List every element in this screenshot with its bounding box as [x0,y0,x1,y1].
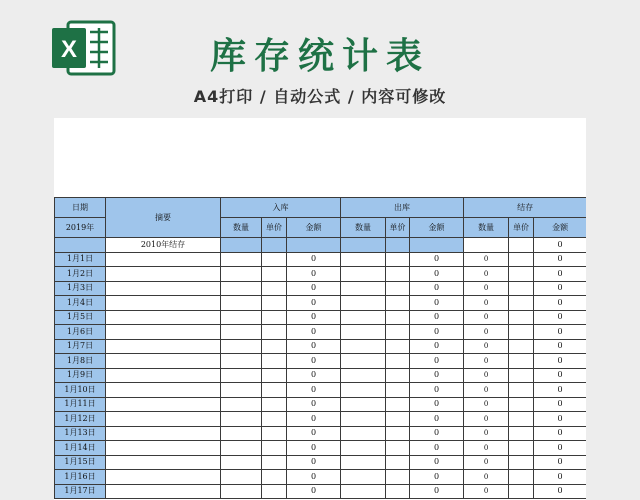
date-cell[interactable]: 1月4日 [55,296,106,311]
in-qty-cell[interactable] [221,354,262,369]
table-cell[interactable] [509,238,534,253]
out-qty-cell[interactable] [341,455,386,470]
out-amount-cell[interactable]: 0 [410,296,464,311]
in-qty-cell[interactable] [221,383,262,398]
out-amount-cell[interactable]: 0 [410,368,464,383]
out-qty-cell[interactable] [341,267,386,282]
bal-amount-cell[interactable]: 0 [534,484,586,499]
out-qty-cell[interactable] [341,252,386,267]
in-price-cell[interactable] [262,455,287,470]
bal-amount-cell[interactable]: 0 [534,397,586,412]
bal-price-cell[interactable] [509,354,534,369]
table-row [55,470,587,485]
summary-cell[interactable] [106,252,221,267]
bal-price-cell[interactable] [509,267,534,282]
bal-amount-cell[interactable]: 0 [534,383,586,398]
bal-price-cell[interactable] [509,252,534,267]
out-qty-cell[interactable] [341,339,386,354]
in-qty-cell[interactable] [221,325,262,340]
summary-cell[interactable] [106,267,221,282]
out-price-cell[interactable] [386,267,410,282]
out-price-cell[interactable] [386,368,410,383]
bal-amount-cell[interactable]: 0 [534,368,586,383]
summary-cell[interactable] [106,354,221,369]
out-price-cell[interactable] [386,310,410,325]
out-qty-header: 数量 [341,218,386,238]
bal-amount-header: 金额 [534,218,586,238]
out-amount-cell[interactable]: 0 [410,310,464,325]
stock-out-header: 出库 [341,198,464,218]
date-cell[interactable]: 1月12日 [55,412,106,427]
in-qty-cell[interactable] [221,412,262,427]
in-price-cell[interactable] [262,325,287,340]
bal-qty-cell[interactable]: 0 [464,325,509,340]
bal-qty-cell[interactable]: 0 [464,397,509,412]
summary-cell[interactable] [106,484,221,499]
balance-header: 结存 [464,198,586,218]
table-row [55,383,587,398]
in-qty-cell[interactable] [221,397,262,412]
out-price-cell[interactable] [386,354,410,369]
in-amount-header: 金额 [287,218,341,238]
in-qty-cell[interactable] [221,368,262,383]
bal-amount-cell[interactable]: 0 [534,455,586,470]
bal-qty-header: 数量 [464,218,509,238]
out-amount-cell[interactable]: 0 [410,484,464,499]
out-qty-cell[interactable] [341,383,386,398]
in-price-header: 单价 [262,218,287,238]
summary-cell[interactable] [106,281,221,296]
bal-amount-cell[interactable]: 0 [534,441,586,456]
bal-price-cell[interactable] [509,470,534,485]
out-qty-cell[interactable] [341,310,386,325]
summary-cell[interactable] [106,470,221,485]
out-qty-cell[interactable] [341,296,386,311]
date-cell[interactable]: 1月16日 [55,470,106,485]
in-amount-cell[interactable]: 0 [287,252,341,267]
table-row [55,397,587,412]
bal-qty-cell[interactable]: 0 [464,267,509,282]
in-price-cell[interactable] [262,267,287,282]
table-row [55,296,587,311]
in-qty-cell[interactable] [221,470,262,485]
in-amount-cell[interactable]: 0 [287,441,341,456]
date-cell[interactable]: 1月5日 [55,310,106,325]
date-cell[interactable]: 1月13日 [55,426,106,441]
table-row [55,368,587,383]
in-qty-cell[interactable] [221,267,262,282]
out-amount-cell[interactable]: 0 [410,470,464,485]
bal-qty-cell[interactable]: 0 [464,281,509,296]
in-price-cell[interactable] [262,368,287,383]
table-cell[interactable] [55,238,106,253]
bal-price-cell[interactable] [509,412,534,427]
in-amount-cell[interactable]: 0 [287,397,341,412]
in-price-cell[interactable] [262,426,287,441]
in-amount-cell[interactable]: 0 [287,267,341,282]
in-qty-cell[interactable] [221,252,262,267]
out-price-header: 单价 [386,218,410,238]
bal-amount-cell[interactable]: 0 [534,252,586,267]
out-amount-cell[interactable]: 0 [410,325,464,340]
excel-logo-letter: X [60,36,78,63]
in-amount-cell[interactable]: 0 [287,368,341,383]
summary-cell[interactable] [106,426,221,441]
out-price-cell[interactable] [386,383,410,398]
out-qty-cell[interactable] [341,412,386,427]
in-amount-cell[interactable]: 0 [287,310,341,325]
bal-price-cell[interactable] [509,325,534,340]
table-row [55,441,587,456]
out-price-cell[interactable] [386,470,410,485]
in-amount-cell[interactable]: 0 [287,296,341,311]
in-qty-cell[interactable] [221,426,262,441]
out-price-cell[interactable] [386,397,410,412]
bal-qty-cell[interactable]: 0 [464,383,509,398]
in-price-cell[interactable] [262,397,287,412]
table-cell[interactable] [386,238,410,253]
date-cell[interactable]: 1月15日 [55,455,106,470]
out-amount-cell[interactable]: 0 [410,383,464,398]
in-price-cell[interactable] [262,412,287,427]
in-price-cell[interactable] [262,383,287,398]
summary-cell[interactable] [106,383,221,398]
out-qty-cell[interactable] [341,325,386,340]
date-cell[interactable]: 1月14日 [55,441,106,456]
in-amount-cell[interactable]: 0 [287,325,341,340]
in-amount-cell[interactable]: 0 [287,339,341,354]
out-price-cell[interactable] [386,252,410,267]
inventory-table [54,197,586,499]
table-row [55,252,587,267]
bal-qty-cell[interactable]: 0 [464,455,509,470]
bal-price-cell[interactable] [509,383,534,398]
summary-cell[interactable] [106,455,221,470]
bal-qty-cell[interactable]: 0 [464,296,509,311]
table-row [55,281,587,296]
date-cell[interactable]: 1月9日 [55,368,106,383]
summary-cell[interactable] [106,412,221,427]
out-qty-cell[interactable] [341,397,386,412]
table-cell[interactable] [464,238,509,253]
bal-qty-cell[interactable]: 0 [464,441,509,456]
date-cell[interactable]: 1月10日 [55,383,106,398]
date-cell[interactable]: 1月17日 [55,484,106,499]
date-cell[interactable]: 1月11日 [55,397,106,412]
table-row [55,412,587,427]
table-row [55,484,587,499]
table-row [55,325,587,340]
date-cell[interactable]: 1月2日 [55,267,106,282]
table-row [55,426,587,441]
table-row [55,310,587,325]
in-qty-cell[interactable] [221,484,262,499]
opening-balance-row [55,238,587,253]
out-qty-cell[interactable] [341,441,386,456]
date-cell[interactable]: 1月1日 [55,252,106,267]
in-qty-cell[interactable] [221,441,262,456]
summary-cell[interactable] [106,310,221,325]
out-qty-cell[interactable] [341,281,386,296]
out-price-cell[interactable] [386,412,410,427]
bal-amount-cell[interactable]: 0 [534,281,586,296]
out-price-cell[interactable] [386,296,410,311]
summary-cell[interactable] [106,296,221,311]
table-row [55,339,587,354]
in-amount-cell[interactable]: 0 [287,383,341,398]
bal-amount-cell[interactable]: 0 [534,339,586,354]
in-amount-cell[interactable]: 0 [287,455,341,470]
bal-price-cell[interactable] [509,310,534,325]
in-qty-cell[interactable] [221,296,262,311]
out-amount-cell[interactable]: 0 [410,397,464,412]
in-price-cell[interactable] [262,252,287,267]
date-cell[interactable]: 1月3日 [55,281,106,296]
summary-header: 摘要 [106,198,221,238]
out-price-cell[interactable] [386,426,410,441]
bal-amount-cell[interactable]: 0 [534,412,586,427]
bal-amount-cell[interactable]: 0 [534,426,586,441]
bal-qty-cell[interactable]: 0 [464,470,509,485]
table-cell[interactable] [287,238,341,253]
out-amount-cell[interactable]: 0 [410,426,464,441]
in-qty-cell[interactable] [221,455,262,470]
bal-amount-cell[interactable]: 0 [534,267,586,282]
date-cell[interactable]: 1月7日 [55,339,106,354]
table-cell[interactable] [262,238,287,253]
bal-price-header: 单价 [509,218,534,238]
in-amount-cell[interactable]: 0 [287,412,341,427]
date-header: 日期 [55,198,106,218]
date-cell[interactable]: 1月8日 [55,354,106,369]
out-amount-cell[interactable]: 0 [410,339,464,354]
table-row [55,354,587,369]
date-cell[interactable]: 1月6日 [55,325,106,340]
bal-price-cell[interactable] [509,368,534,383]
summary-cell[interactable] [106,368,221,383]
bal-amount-cell[interactable]: 0 [534,310,586,325]
in-price-cell[interactable] [262,470,287,485]
bal-price-cell[interactable] [509,455,534,470]
bal-price-cell[interactable] [509,484,534,499]
bal-qty-cell[interactable]: 0 [464,484,509,499]
bal-qty-cell[interactable]: 0 [464,412,509,427]
out-qty-cell[interactable] [341,354,386,369]
bal-qty-cell[interactable]: 0 [464,368,509,383]
out-amount-cell[interactable]: 0 [410,267,464,282]
in-amount-cell[interactable]: 0 [287,281,341,296]
bal-qty-cell[interactable]: 0 [464,252,509,267]
bal-amount-cell[interactable]: 0 [534,325,586,340]
spreadsheet-preview [54,118,586,500]
bal-price-cell[interactable] [509,426,534,441]
bal-qty-cell[interactable]: 0 [464,310,509,325]
in-amount-cell[interactable]: 0 [287,354,341,369]
out-price-cell[interactable] [386,325,410,340]
stock-in-header: 入库 [221,198,341,218]
opening-balance-label[interactable]: 2010年结存 [106,238,221,253]
bal-price-cell[interactable] [509,441,534,456]
out-price-cell[interactable] [386,281,410,296]
in-price-cell[interactable] [262,484,287,499]
summary-cell[interactable] [106,441,221,456]
out-price-cell[interactable] [386,441,410,456]
in-price-cell[interactable] [262,281,287,296]
in-qty-cell[interactable] [221,310,262,325]
out-amount-cell[interactable]: 0 [410,281,464,296]
year-header: 2019年 [55,218,106,238]
in-qty-cell[interactable] [221,339,262,354]
table-cell[interactable] [221,238,262,253]
out-qty-cell[interactable] [341,470,386,485]
summary-cell[interactable] [106,397,221,412]
in-qty-header: 数量 [221,218,262,238]
in-qty-cell[interactable] [221,281,262,296]
bal-price-cell[interactable] [509,281,534,296]
bal-price-cell[interactable] [509,397,534,412]
out-amount-header: 金额 [410,218,464,238]
page-subtitle: A4打印 / 自动公式 / 内容可修改 [193,87,447,106]
out-amount-cell[interactable]: 0 [410,252,464,267]
in-amount-cell[interactable]: 0 [287,426,341,441]
out-amount-cell[interactable]: 0 [410,412,464,427]
table-row [55,267,587,282]
in-price-cell[interactable] [262,339,287,354]
table-cell[interactable] [410,238,464,253]
out-amount-cell[interactable]: 0 [410,354,464,369]
in-price-cell[interactable] [262,354,287,369]
bal-amount-cell[interactable]: 0 [534,470,586,485]
page-title: 库存统计表 [209,36,430,77]
out-qty-cell[interactable] [341,484,386,499]
in-amount-cell[interactable]: 0 [287,484,341,499]
in-price-cell[interactable] [262,296,287,311]
out-qty-cell[interactable] [341,368,386,383]
out-amount-cell[interactable]: 0 [410,455,464,470]
out-qty-cell[interactable] [341,426,386,441]
in-amount-cell[interactable]: 0 [287,470,341,485]
in-price-cell[interactable] [262,441,287,456]
bal-price-cell[interactable] [509,296,534,311]
bal-qty-cell[interactable]: 0 [464,354,509,369]
bal-amount-cell[interactable]: 0 [534,296,586,311]
bal-amount-cell[interactable]: 0 [534,354,586,369]
out-price-cell[interactable] [386,339,410,354]
out-amount-cell[interactable]: 0 [410,441,464,456]
table-cell[interactable] [341,238,386,253]
out-price-cell[interactable] [386,484,410,499]
summary-cell[interactable] [106,325,221,340]
bal-qty-cell[interactable]: 0 [464,339,509,354]
bal-price-cell[interactable] [509,339,534,354]
summary-cell[interactable] [106,339,221,354]
out-price-cell[interactable] [386,455,410,470]
opening-balance-amount[interactable]: 0 [534,238,586,253]
in-price-cell[interactable] [262,310,287,325]
table-row [55,455,587,470]
bal-qty-cell[interactable]: 0 [464,426,509,441]
